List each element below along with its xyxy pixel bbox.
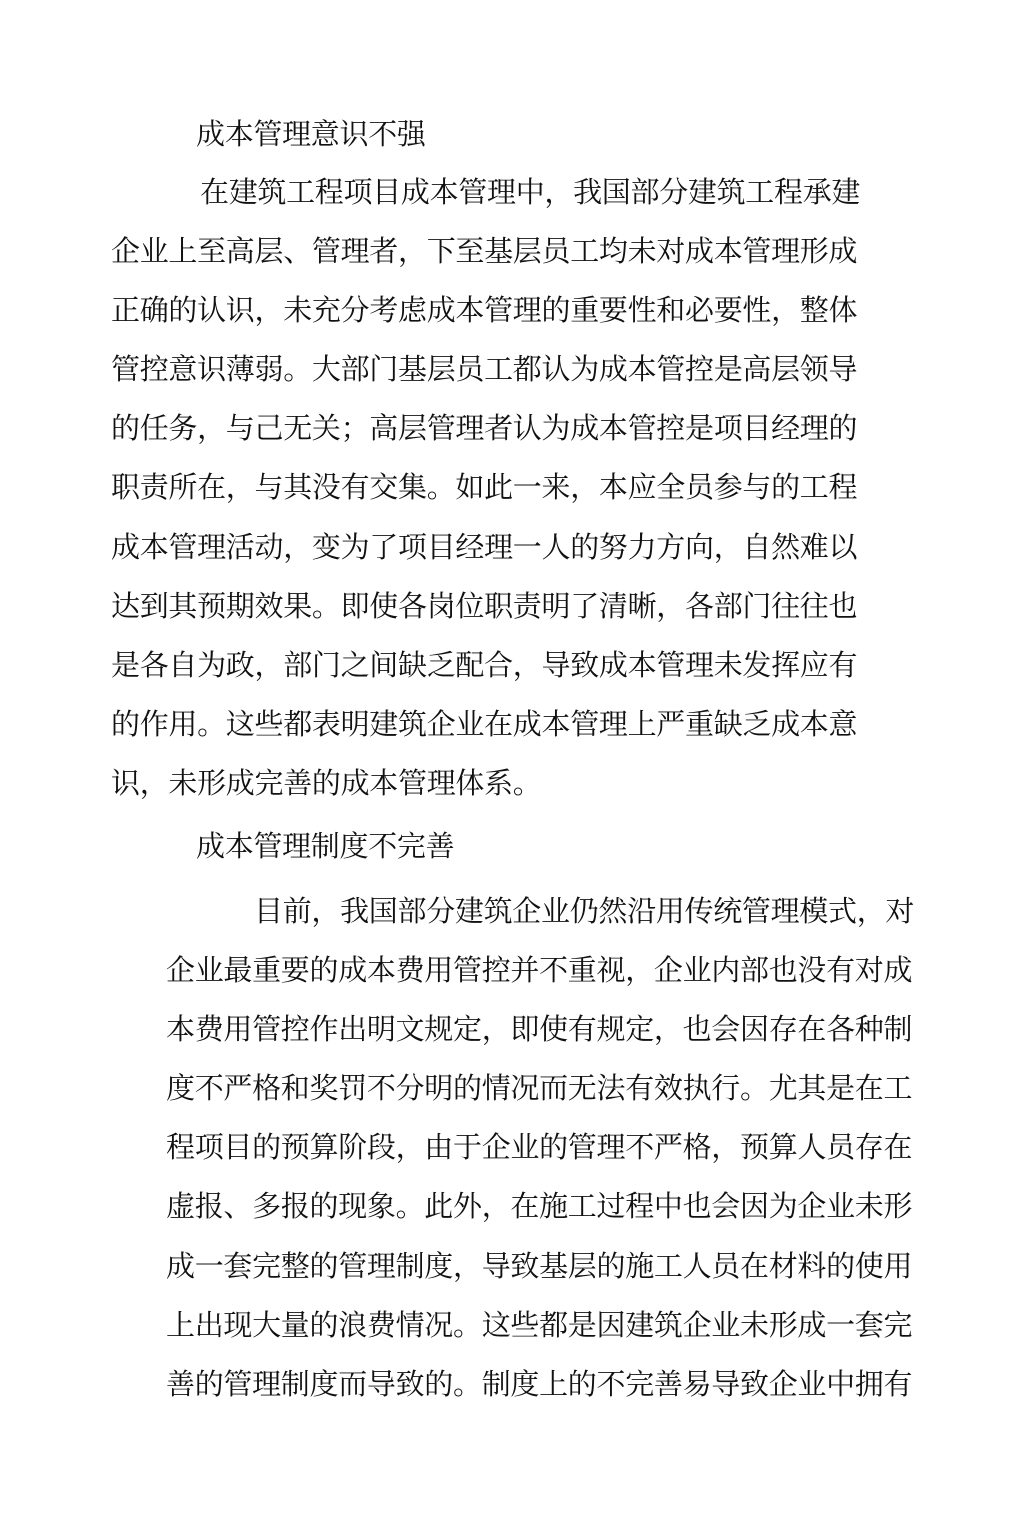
- section1-line: 企业上至高层、管理者，下至基层员工均未对成本管理形成: [111, 234, 858, 268]
- section2-line: 度不严格和奖罚不分明的情况而无法有效执行。尤其是在工: [166, 1071, 913, 1105]
- section2-line: 虚报、多报的现象。此外，在施工过程中也会因为企业未形: [166, 1189, 913, 1223]
- section2-line: 成一套完整的管理制度，导致基层的施工人员在材料的使用: [166, 1249, 913, 1283]
- section1-line: 成本管理活动，变为了项目经理一人的努力方向，自然难以: [111, 530, 858, 564]
- section1-line: 职责所在，与其没有交集。如此一来，本应全员参与的工程: [111, 470, 858, 504]
- section2-heading: 成本管理制度不完善: [196, 829, 455, 863]
- section2-line: 上出现大量的浪费情况。这些都是因建筑企业未形成一套完: [166, 1308, 913, 1342]
- section1-line: 识，未形成完善的成本管理体系。: [111, 766, 542, 800]
- section2-line: 企业最重要的成本费用管控并不重视，企业内部也没有对成: [166, 953, 913, 987]
- section1-line: 是各自为政，部门之间缺乏配合，导致成本管理未发挥应有: [111, 648, 858, 682]
- section2-line: 善的管理制度而导致的。制度上的不完善易导致企业中拥有: [166, 1367, 913, 1401]
- section2-line: 本费用管控作出明文规定，即使有规定，也会因存在各种制: [166, 1012, 913, 1046]
- section1-heading: 成本管理意识不强: [196, 117, 426, 151]
- section1-line: 达到其预期效果。即使各岗位职责明了清晰，各部门往往也: [111, 589, 858, 623]
- section1-line: 的作用。这些都表明建筑企业在成本管理上严重缺乏成本意: [111, 707, 858, 741]
- section1-line: 的任务，与己无关；高层管理者认为成本管控是项目经理的: [111, 411, 858, 445]
- section2-line: 目前，我国部分建筑企业仍然沿用传统管理模式，对: [254, 894, 915, 928]
- section2-line: 程项目的预算阶段，由于企业的管理不严格，预算人员存在: [166, 1130, 913, 1164]
- section1-line: 正确的认识，未充分考虑成本管理的重要性和必要性，整体: [111, 293, 858, 327]
- section1-line: 管控意识薄弱。大部门基层员工都认为成本管控是高层领导: [111, 352, 858, 386]
- section1-line: 在建筑工程项目成本管理中，我国部分建筑工程承建: [200, 175, 861, 209]
